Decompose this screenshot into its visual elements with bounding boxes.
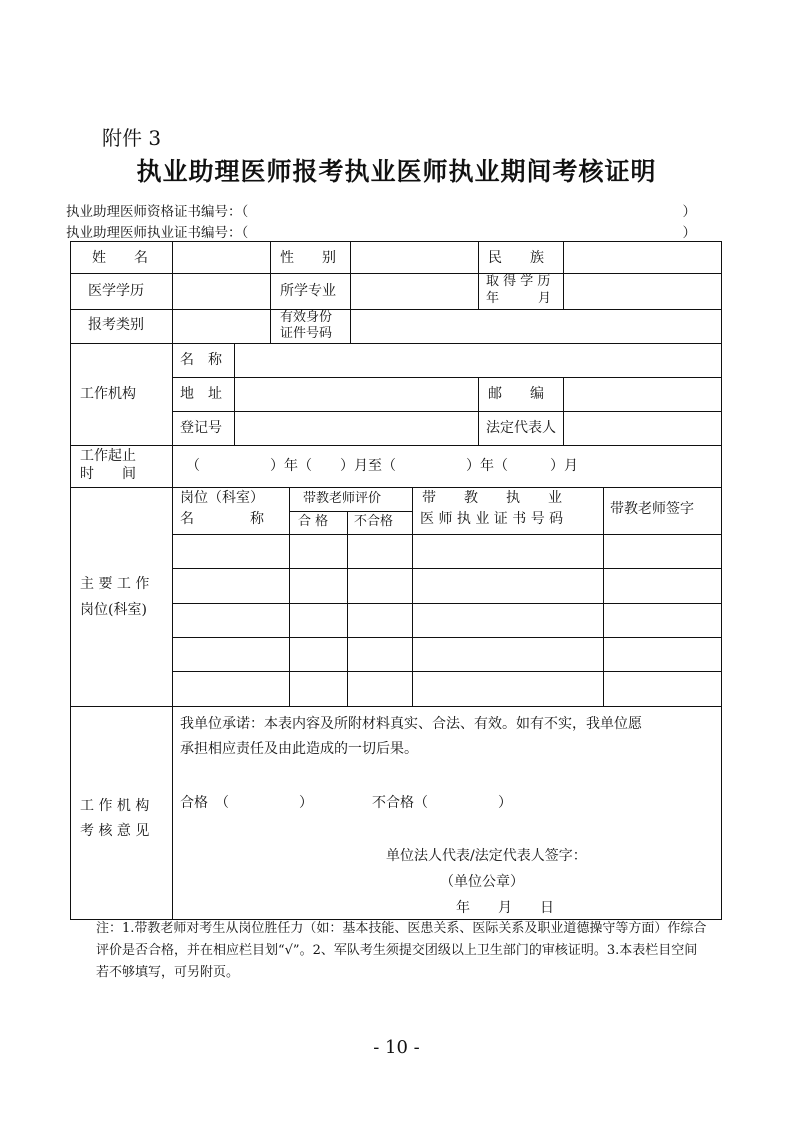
- id-number-label-1: 有效身份: [280, 310, 333, 325]
- opinion-label-1: 工 作 机 构: [80, 798, 150, 814]
- rule: [270, 241, 271, 343]
- rule: [70, 309, 722, 310]
- rule: [350, 241, 351, 343]
- exam-category-label: 报考类别: [88, 317, 144, 333]
- rule: [172, 671, 722, 672]
- post-column-header-1: 岗位（科室）: [180, 490, 264, 506]
- fail-column-header: 不合格: [354, 514, 394, 529]
- rule: [563, 241, 564, 309]
- gender-label: 性 别: [280, 250, 336, 266]
- cert-column-header-2: 医 师 执 业 证 书 号 码: [420, 511, 564, 527]
- legal-representative-label: 法定代表人: [486, 420, 556, 436]
- rule: [70, 241, 71, 920]
- institution-name-label: 名 称: [180, 352, 222, 368]
- rule: [70, 343, 722, 344]
- rule: [721, 241, 722, 920]
- qualification-cert-number-line: [66, 200, 696, 220]
- institution-address-label: 地 址: [180, 386, 222, 402]
- page-title: 执业助理医师报考执业医师执业期间考核证明: [136, 157, 657, 186]
- rule: [234, 343, 235, 445]
- rule: [70, 241, 722, 242]
- promise-text-2: 承担相应责任及由此造成的一切后果。: [180, 741, 418, 757]
- notes: 注：1.带教老师对考生从岗位胜任力（如：基本技能、医患关系、医际关系及职业道德操守等方面）作综合评价是否合格，并在相应栏目划“√”。2、军队考生须提交团级以上卫生部门的审核证明。3.本表栏目空间若不够填写，可另附页。: [96, 921, 707, 980]
- postcode-label: 邮 编: [488, 386, 544, 402]
- promise-text-1: 我单位承诺：本表内容及所附材料真实、合法、有效。如有不实，我单位愿: [180, 716, 642, 732]
- work-period-label-2: 时 间: [80, 466, 136, 482]
- major-label: 所学专业: [280, 283, 336, 299]
- cert-column-header-1: 带 教 执 业: [422, 490, 562, 506]
- practice-cert-label: 执业助理医师执业证书编号：（: [66, 225, 249, 241]
- rule: [172, 603, 722, 604]
- pass-option: 合格 （ ）: [180, 795, 313, 811]
- evaluation-column-header: 带教老师评价: [303, 491, 382, 506]
- practice-cert-number-line: [66, 221, 696, 241]
- rule: [289, 511, 412, 512]
- official-seal-label: （单位公章）: [440, 874, 524, 890]
- rule: [347, 511, 348, 706]
- practice-cert-close: ）: [682, 225, 696, 241]
- main-posts-label-2: 岗位(科室): [80, 602, 147, 618]
- work-period-text: （ ）年（ ）月至（ ）年（ ）月: [186, 458, 578, 474]
- rule: [172, 377, 722, 378]
- rule: [172, 534, 722, 535]
- pass-column-header: 合 格: [298, 514, 329, 529]
- qualification-cert-close: ）: [682, 204, 696, 220]
- institution-label: 工作机构: [80, 386, 136, 402]
- rule: [172, 568, 722, 569]
- rule: [70, 706, 722, 707]
- degree-date-label-2: 年 月: [486, 291, 552, 306]
- id-number-label-2: 证件号码: [280, 326, 333, 341]
- degree-date-label-1: 取 得 学 历: [486, 274, 551, 289]
- rule: [172, 637, 722, 638]
- rule: [478, 241, 479, 309]
- rule: [70, 487, 722, 488]
- rule: [563, 377, 564, 445]
- registration-number-label: 登记号: [180, 420, 222, 436]
- signature-line: 单位法人代表/法定代表人签字：: [386, 848, 587, 864]
- opinion-label-2: 考 核 意 见: [80, 823, 150, 839]
- rule: [70, 273, 722, 274]
- rule: [172, 241, 173, 920]
- main-posts-label-1: 主 要 工 作: [80, 576, 150, 592]
- name-label: 姓 名: [92, 250, 148, 266]
- rule: [70, 445, 722, 446]
- rule: [289, 487, 290, 706]
- ethnicity-label: 民 族: [488, 250, 544, 266]
- education-label: 医学学历: [88, 283, 144, 299]
- date-line: 年 月 日: [456, 900, 554, 916]
- rule: [412, 487, 413, 706]
- rule: [172, 411, 722, 412]
- qualification-cert-label: 执业助理医师资格证书编号：（: [66, 204, 249, 220]
- page-number: - 10 -: [373, 1037, 420, 1058]
- attachment-label: 附件 3: [102, 126, 162, 150]
- work-period-label-1: 工作起止: [80, 448, 136, 464]
- rule: [603, 487, 604, 706]
- fail-option: 不合格（ ）: [372, 795, 512, 811]
- post-column-header-2: 名 称: [180, 511, 264, 527]
- sign-column-header: 带教老师签字: [610, 501, 694, 517]
- rule: [478, 377, 479, 445]
